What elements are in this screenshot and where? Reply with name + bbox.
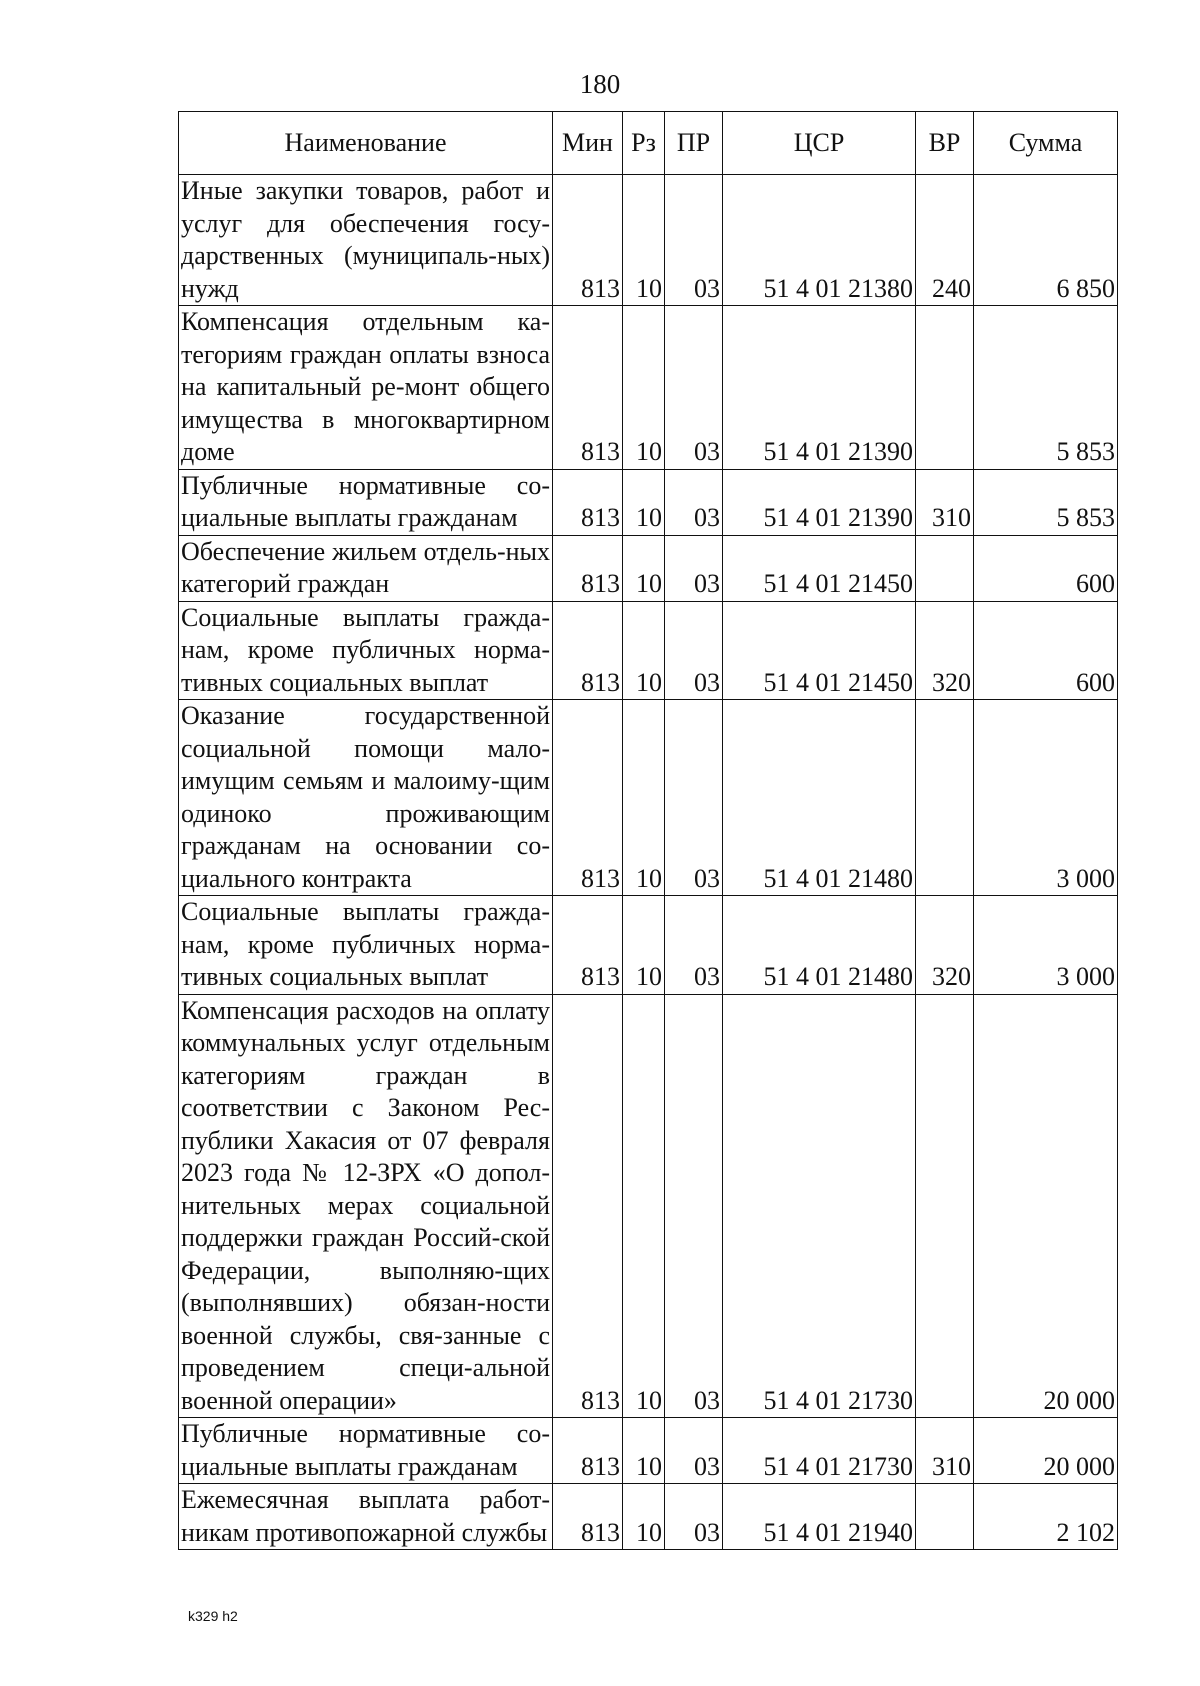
row-pr: 03 [665,994,723,1418]
row-csr: 51 4 01 21730 [723,1418,916,1484]
row-sum: 3 000 [974,896,1118,995]
row-vr: 240 [916,175,974,306]
row-rz: 10 [623,469,665,535]
row-pr: 03 [665,700,723,896]
row-pr: 03 [665,1418,723,1484]
row-sum: 600 [974,535,1118,601]
row-min: 813 [553,601,623,700]
row-name: Публичные нормативные со-циальные выплаты гражданам [179,1418,553,1484]
row-name: Оказание государственной социальной помощи мало-имущим семьям и малоиму-щим одиноко проживающим гражданам на основании со-циального контракта [179,700,553,896]
row-csr: 51 4 01 21380 [723,175,916,306]
header-vr: ВР [916,112,974,175]
row-min: 813 [553,896,623,995]
page-number: 180 [579,69,621,99]
footer-document-code: k329 h2 [188,1608,238,1624]
table-row [179,1418,1118,1484]
row-name: Компенсация отдельным ка-тегориям граждан оплаты взноса на капитальный ре-монт общего имущества в многоквартирном доме [179,306,553,470]
header-name: Наименование [179,112,553,175]
row-csr: 51 4 01 21480 [723,700,916,896]
row-csr: 51 4 01 21940 [723,1484,916,1550]
row-vr: 310 [916,469,974,535]
table-row [179,535,1118,601]
row-min: 813 [553,1418,623,1484]
header-min: Мин [553,112,623,175]
row-pr: 03 [665,469,723,535]
budget-table [178,111,1118,1550]
table-row [179,994,1118,1418]
row-name: Социальные выплаты гражда-нам, кроме публичных норма-тивных социальных выплат [179,601,553,700]
table-row [179,601,1118,700]
table-row [179,469,1118,535]
row-rz: 10 [623,896,665,995]
row-vr: 320 [916,896,974,995]
row-sum: 600 [974,601,1118,700]
row-rz: 10 [623,535,665,601]
row-min: 813 [553,994,623,1418]
row-csr: 51 4 01 21390 [723,306,916,470]
row-rz: 10 [623,1484,665,1550]
row-csr: 51 4 01 21450 [723,601,916,700]
row-name: Публичные нормативные со-циальные выплаты гражданам [179,469,553,535]
row-vr: 310 [916,1418,974,1484]
row-sum: 6 850 [974,175,1118,306]
row-vr [916,994,974,1418]
row-sum: 5 853 [974,469,1118,535]
row-name: Обеспечение жильем отдель-ных категорий граждан [179,535,553,601]
row-min: 813 [553,1484,623,1550]
row-vr [916,306,974,470]
row-pr: 03 [665,535,723,601]
row-sum: 3 000 [974,700,1118,896]
header-sum: Сумма [974,112,1118,175]
row-rz: 10 [623,306,665,470]
row-vr [916,1484,974,1550]
row-pr: 03 [665,896,723,995]
row-name: Ежемесячная выплата работ-никам противопожарной службы [179,1484,553,1550]
row-pr: 03 [665,601,723,700]
row-min: 813 [553,535,623,601]
row-rz: 10 [623,1418,665,1484]
header-pr: ПР [665,112,723,175]
row-sum: 20 000 [974,1418,1118,1484]
row-name: Иные закупки товаров, работ и услуг для обеспечения госу-дарственных (муниципаль-ных) нужд [179,175,553,306]
table-row [179,700,1118,896]
row-min: 813 [553,306,623,470]
table-row [179,1484,1118,1550]
row-vr [916,535,974,601]
row-pr: 03 [665,1484,723,1550]
row-sum: 5 853 [974,306,1118,470]
row-name: Компенсация расходов на оплату коммунальных услуг отдельным категориям граждан в соответствии с Законом Рес-публики Хакасия от 07 февраля 2023 года № 12-ЗРХ «О допол-нительных мерах социальной поддержки граждан Россий-ской Федерации, выполняю-щих (выполнявших) обязан-ности военной службы, свя-занные с проведением специ-альной военной операции» [179,994,553,1418]
row-pr: 03 [665,175,723,306]
row-name: Социальные выплаты гражда-нам, кроме публичных норма-тивных социальных выплат [179,896,553,995]
table-row [179,896,1118,995]
row-rz: 10 [623,994,665,1418]
row-pr: 03 [665,306,723,470]
table-header-row [179,112,1118,175]
row-csr: 51 4 01 21730 [723,994,916,1418]
row-csr: 51 4 01 21480 [723,896,916,995]
row-vr: 320 [916,601,974,700]
header-csr: ЦСР [723,112,916,175]
row-rz: 10 [623,601,665,700]
header-rz: Рз [623,112,665,175]
row-min: 813 [553,175,623,306]
row-min: 813 [553,469,623,535]
row-rz: 10 [623,700,665,896]
row-vr [916,700,974,896]
row-min: 813 [553,700,623,896]
table-row [179,175,1118,306]
row-sum: 20 000 [974,994,1118,1418]
table-row [179,306,1118,470]
row-rz: 10 [623,175,665,306]
row-csr: 51 4 01 21390 [723,469,916,535]
row-sum: 2 102 [974,1484,1118,1550]
row-csr: 51 4 01 21450 [723,535,916,601]
